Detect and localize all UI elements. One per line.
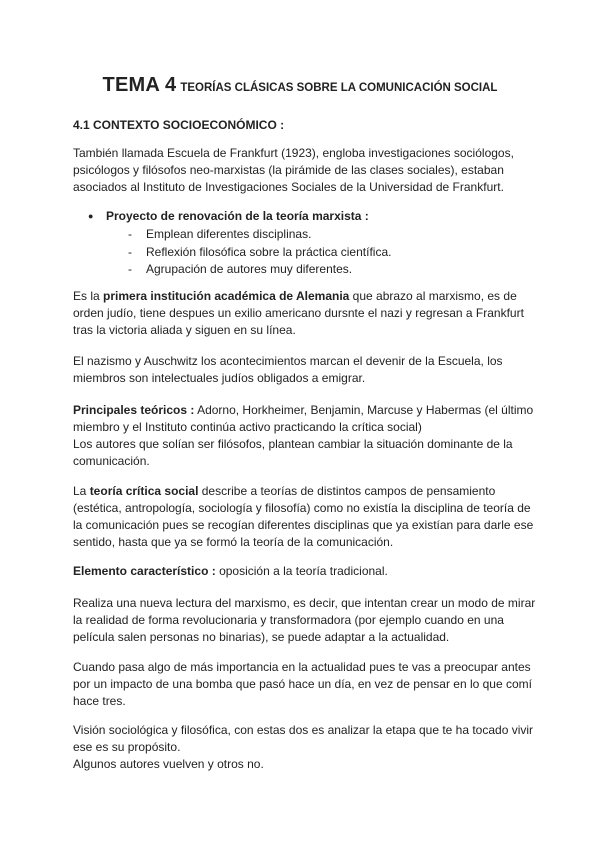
text-run: que abrazo al marxismo, es de orden judío, tiene despues un exilio americano dursnte el nazi y regresan a Frankfurt tras la victoria aliada y siguen en su línea. <box>73 289 524 337</box>
paragraph-vision <box>73 722 538 773</box>
dash-icon: - <box>128 227 132 241</box>
text-run: Es la <box>73 289 104 303</box>
paragraph-characteristic <box>73 563 538 580</box>
text-run: Algunos autores vuelven y otros no. <box>73 757 264 771</box>
paragraph-nazism: El nazismo y Auschwitz los acontecimientos marcan el devenir de la Escuela, los miembros son intelectuales judíos obligados a emigrar. <box>73 354 503 385</box>
text-run: Adorno, Horkheimer, Benjamin, Marcuse y Habermas (el último miembro y el Instituto continúa activo practicando la crítica social) <box>73 403 534 434</box>
title-subtitle: TEORÍAS CLÁSICAS SOBRE LA COMUNICACIÓN SOCIAL <box>180 82 498 94</box>
list-item <box>128 261 391 279</box>
bullet-dot-icon: ● <box>88 211 94 221</box>
section-heading: 4.1 CONTEXTO SOCIOECONÓMICO : <box>73 118 285 132</box>
dash-list <box>128 226 391 279</box>
paragraph-intro: También llamada Escuela de Frankfurt (1923), engloba investigaciones sociólogos, psicólogos y filósofos neo-marxistas (la pirámide de las clases sociales), estaban asociados al Instituto de Investigaciones Sociales de la Universidad de Frankfurt. <box>73 146 514 194</box>
text-run: La <box>73 484 90 498</box>
bold-text: teoría crítica social <box>89 484 199 498</box>
bullet-item <box>88 209 369 223</box>
bold-text: Elemento característico : <box>73 564 216 578</box>
text-run: Visión sociológica y filosófica, con estas dos es analizar la etapa que te ha tocado vivir ese es su propósito. <box>73 723 534 754</box>
list-item <box>128 244 391 262</box>
dash-icon: - <box>128 244 132 259</box>
list-item-text: Agrupación de autores muy diferentes. <box>146 262 353 276</box>
dash-icon: - <box>128 262 132 276</box>
document-title <box>0 74 600 97</box>
paragraph-importance: Cuando pasa algo de más importancia en la actualidad pues te vas a preocupar antes por un impacto de una bomba que pasó hace un día, en vez de pensar en lo que comí hace tres. <box>73 660 532 708</box>
paragraph-first-institution <box>73 288 538 339</box>
bullet-text: Proyecto de renovación de la teoría marxista : <box>106 209 369 223</box>
text-run: Los autores que solían ser filósofos, plantean cambiar la situación dominante de la comunicación. <box>73 437 513 468</box>
text-run: oposición a la teoría tradicional. <box>215 564 388 578</box>
list-item <box>128 226 391 244</box>
paragraph-theorists <box>73 402 538 470</box>
list-item-text: Reflexión filosófica sobre la práctica científica. <box>146 244 392 259</box>
paragraph-new-reading: Realiza una nueva lectura del marxismo, es decir, que intentan crear un modo de mirar la realidad de forma revolucionaria y transformadora (por ejemplo cuando en una película salen personas no binarias), se puede adaptar a la actualidad. <box>73 596 536 644</box>
list-item-text: Emplean diferentes disciplinas. <box>146 227 312 241</box>
text-run: describe a teorías de distintos campos de pensamiento (estética, antropología, sociología y filosofía) como no existía la disciplina de teoría de la comunicación pues se recogían diferentes disciplinas que ya existían para darle ese sentido, hasta que ya se formó la teoría de la comunicación. <box>73 484 534 549</box>
bold-text: Principales teóricos : <box>73 403 195 417</box>
bold-text: primera institución académica de Alemania <box>103 289 350 303</box>
paragraph-critical-theory <box>73 483 538 551</box>
title-main: TEMA 4 <box>102 74 177 96</box>
